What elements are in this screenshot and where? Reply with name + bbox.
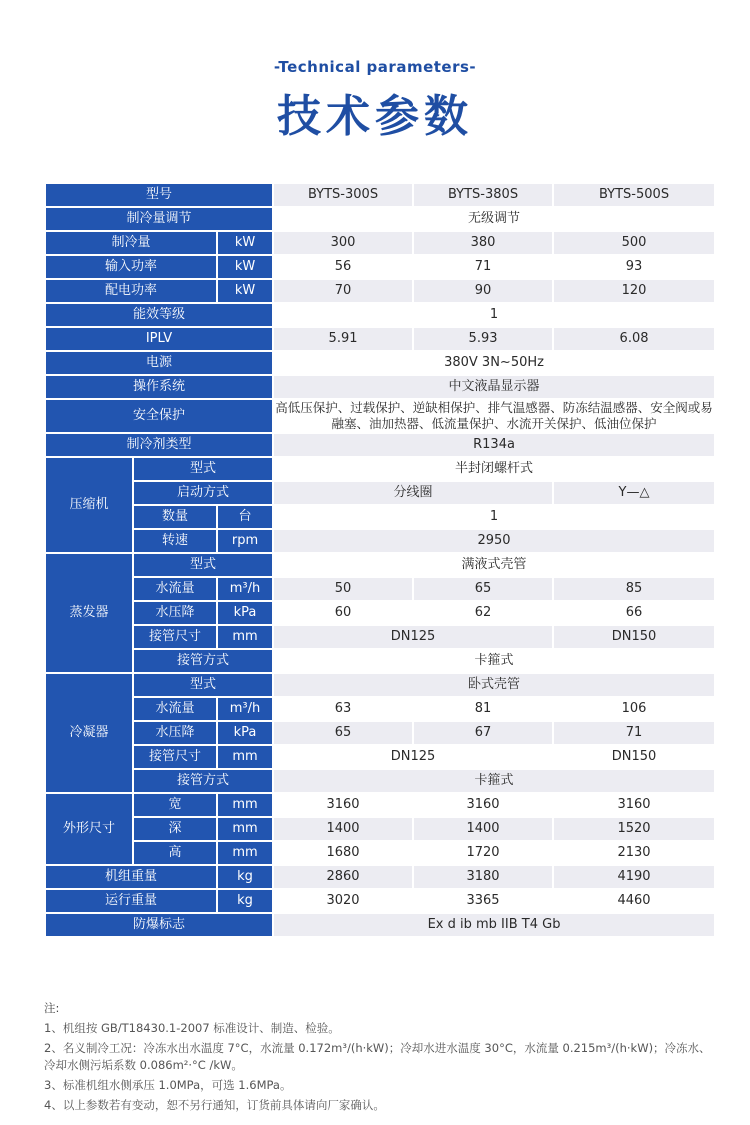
page-subtitle: -Technical parameters- <box>273 58 477 76</box>
table-cell: 3365 <box>413 889 553 913</box>
table-cell: 380V 3N~50Hz <box>273 351 715 375</box>
table-row <box>45 327 715 351</box>
unit-label: mm <box>217 817 273 841</box>
table-row <box>45 505 715 529</box>
table-row <box>45 529 715 553</box>
table-cell: 高低压保护、过载保护、逆缺相保护、排气温感器、防冻结温感器、安全阀或易融塞、油加热器、低流量保护、水流开关保护、低油位保护 <box>273 399 715 433</box>
table-cell: 3180 <box>413 865 553 889</box>
table-cell: 2130 <box>553 841 715 865</box>
unit-label: mm <box>217 625 273 649</box>
group-label: 蒸发器 <box>45 553 133 673</box>
unit-label: kW <box>217 231 273 255</box>
table-row <box>45 697 715 721</box>
row-label: 接管方式 <box>133 649 273 673</box>
table-row <box>45 769 715 793</box>
row-label: 操作系统 <box>45 375 273 399</box>
unit-label: kPa <box>217 721 273 745</box>
table-cell: 4190 <box>553 865 715 889</box>
table-cell: 63 <box>273 697 413 721</box>
unit-label: mm <box>217 841 273 865</box>
row-label: 防爆标志 <box>45 913 273 937</box>
table-row <box>45 577 715 601</box>
unit-label: kPa <box>217 601 273 625</box>
spec-table <box>44 182 716 938</box>
table-cell: 2860 <box>273 865 413 889</box>
table-cell: 1520 <box>553 817 715 841</box>
table-row <box>45 279 715 303</box>
table-row <box>45 625 715 649</box>
table-cell: 1400 <box>273 817 413 841</box>
table-cell: 56 <box>273 255 413 279</box>
table-cell: Y—△ <box>553 481 715 505</box>
row-label: 接管尺寸 <box>133 745 217 769</box>
table-row <box>45 255 715 279</box>
table-cell: 无级调节 <box>273 207 715 231</box>
table-row <box>45 649 715 673</box>
unit-label: 台 <box>217 505 273 529</box>
unit-label: mm <box>217 745 273 769</box>
unit-label: m³/h <box>217 697 273 721</box>
note-item: 2、名义制冷工况：冷冻水出水温度 7°C，水流量 0.172m³/(h·kW)；冷却水进水温度 30°C，水流量 0.215m³/(h·kW)；冷冻水、冷却水侧污垢系数 0.086m²·°C /kW。 <box>44 1041 711 1072</box>
table-cell: DN150 <box>553 745 715 769</box>
table-row <box>45 351 715 375</box>
table-cell: DN125 <box>273 745 553 769</box>
notes-heading: 注: <box>44 1001 60 1015</box>
table-cell: 1 <box>273 303 715 327</box>
table-cell: 62 <box>413 601 553 625</box>
unit-label: kW <box>217 255 273 279</box>
row-label: 转速 <box>133 529 217 553</box>
table-cell: 2950 <box>273 529 715 553</box>
table-cell: 卧式壳管 <box>273 673 715 697</box>
table-cell: Ex d ib mb IIB T4 Gb <box>273 913 715 937</box>
row-label: 制冷量调节 <box>45 207 273 231</box>
row-label: 型式 <box>133 553 273 577</box>
table-cell: 65 <box>413 577 553 601</box>
row-label: 深 <box>133 817 217 841</box>
table-cell: 300 <box>273 231 413 255</box>
table-cell: 81 <box>413 697 553 721</box>
table-cell: 3160 <box>273 793 413 817</box>
row-label: 水流量 <box>133 577 217 601</box>
table-row <box>45 913 715 937</box>
table-row <box>45 457 715 481</box>
table-cell: 65 <box>273 721 413 745</box>
table-cell: 66 <box>553 601 715 625</box>
table-cell: 1720 <box>413 841 553 865</box>
table-row <box>45 673 715 697</box>
row-label: 水压降 <box>133 721 217 745</box>
group-label: 压缩机 <box>45 457 133 553</box>
table-row <box>45 183 715 207</box>
table-cell: 85 <box>553 577 715 601</box>
table-cell: 1 <box>273 505 715 529</box>
table-cell: 60 <box>273 601 413 625</box>
table-row <box>45 303 715 327</box>
row-label: 水流量 <box>133 697 217 721</box>
row-label: 型式 <box>133 673 273 697</box>
note-item: 3、标准机组水侧承压 1.0MPa，可选 1.6MPa。 <box>44 1078 292 1092</box>
table-cell: 5.93 <box>413 327 553 351</box>
table-row <box>45 865 715 889</box>
row-label: 能效等级 <box>45 303 273 327</box>
table-cell: 50 <box>273 577 413 601</box>
table-cell: 500 <box>553 231 715 255</box>
table-row <box>45 721 715 745</box>
row-label: IPLV <box>45 327 273 351</box>
model-cell: BYTS-380S <box>413 183 553 207</box>
unit-label: kg <box>217 889 273 913</box>
table-row <box>45 207 715 231</box>
table-cell: 半封闭螺杆式 <box>273 457 715 481</box>
table-row <box>45 817 715 841</box>
table-cell: 3160 <box>553 793 715 817</box>
table-cell: 120 <box>553 279 715 303</box>
row-label: 启动方式 <box>133 481 273 505</box>
row-label: 运行重量 <box>45 889 217 913</box>
table-cell: 分线圈 <box>273 481 553 505</box>
table-cell: 3160 <box>413 793 553 817</box>
table-row <box>45 553 715 577</box>
table-cell: DN125 <box>273 625 553 649</box>
row-label: 电源 <box>45 351 273 375</box>
row-label: 输入功率 <box>45 255 217 279</box>
unit-label: rpm <box>217 529 273 553</box>
table-row <box>45 433 715 457</box>
table-cell: 71 <box>553 721 715 745</box>
table-cell: DN150 <box>553 625 715 649</box>
table-cell: 106 <box>553 697 715 721</box>
table-cell: 中文液晶显示器 <box>273 375 715 399</box>
table-row <box>45 745 715 769</box>
table-cell: 卡箍式 <box>273 649 715 673</box>
table-row <box>45 841 715 865</box>
table-cell: 卡箍式 <box>273 769 715 793</box>
row-label: 配电功率 <box>45 279 217 303</box>
table-cell: 380 <box>413 231 553 255</box>
table-row <box>45 793 715 817</box>
table-cell: 1400 <box>413 817 553 841</box>
table-cell: 93 <box>553 255 715 279</box>
table-row <box>45 481 715 505</box>
table-cell: 3020 <box>273 889 413 913</box>
note-item: 4、以上参数若有变动，恕不另行通知，订货前具体请向厂家确认。 <box>44 1098 385 1112</box>
model-header: 型号 <box>45 183 273 207</box>
row-label: 接管尺寸 <box>133 625 217 649</box>
table-row <box>45 601 715 625</box>
unit-label: kW <box>217 279 273 303</box>
row-label: 高 <box>133 841 217 865</box>
table-cell: 6.08 <box>553 327 715 351</box>
table-row <box>45 375 715 399</box>
unit-label: kg <box>217 865 273 889</box>
table-cell: 5.91 <box>273 327 413 351</box>
table-row <box>45 889 715 913</box>
model-cell: BYTS-500S <box>553 183 715 207</box>
table-cell: 1680 <box>273 841 413 865</box>
row-label: 数量 <box>133 505 217 529</box>
row-label: 制冷剂类型 <box>45 433 273 457</box>
row-label: 宽 <box>133 793 217 817</box>
table-cell: 4460 <box>553 889 715 913</box>
table-cell: 满液式壳管 <box>273 553 715 577</box>
table-cell: 70 <box>273 279 413 303</box>
row-label: 水压降 <box>133 601 217 625</box>
row-label: 型式 <box>133 457 273 481</box>
table-cell: 67 <box>413 721 553 745</box>
row-label: 制冷量 <box>45 231 217 255</box>
page-title: 技术参数 <box>277 91 473 142</box>
model-cell: BYTS-300S <box>273 183 413 207</box>
row-label: 安全保护 <box>45 399 273 433</box>
row-label: 接管方式 <box>133 769 273 793</box>
table-cell: R134a <box>273 433 715 457</box>
notes-section <box>44 1000 716 1117</box>
group-label: 外形尺寸 <box>45 793 133 865</box>
table-cell: 90 <box>413 279 553 303</box>
unit-label: m³/h <box>217 577 273 601</box>
table-row <box>45 231 715 255</box>
table-row <box>45 399 715 433</box>
unit-label: mm <box>217 793 273 817</box>
row-label: 机组重量 <box>45 865 217 889</box>
table-cell: 71 <box>413 255 553 279</box>
group-label: 冷凝器 <box>45 673 133 793</box>
note-item: 1、机组按 GB/T18430.1-2007 标准设计、制造、检验。 <box>44 1021 340 1035</box>
